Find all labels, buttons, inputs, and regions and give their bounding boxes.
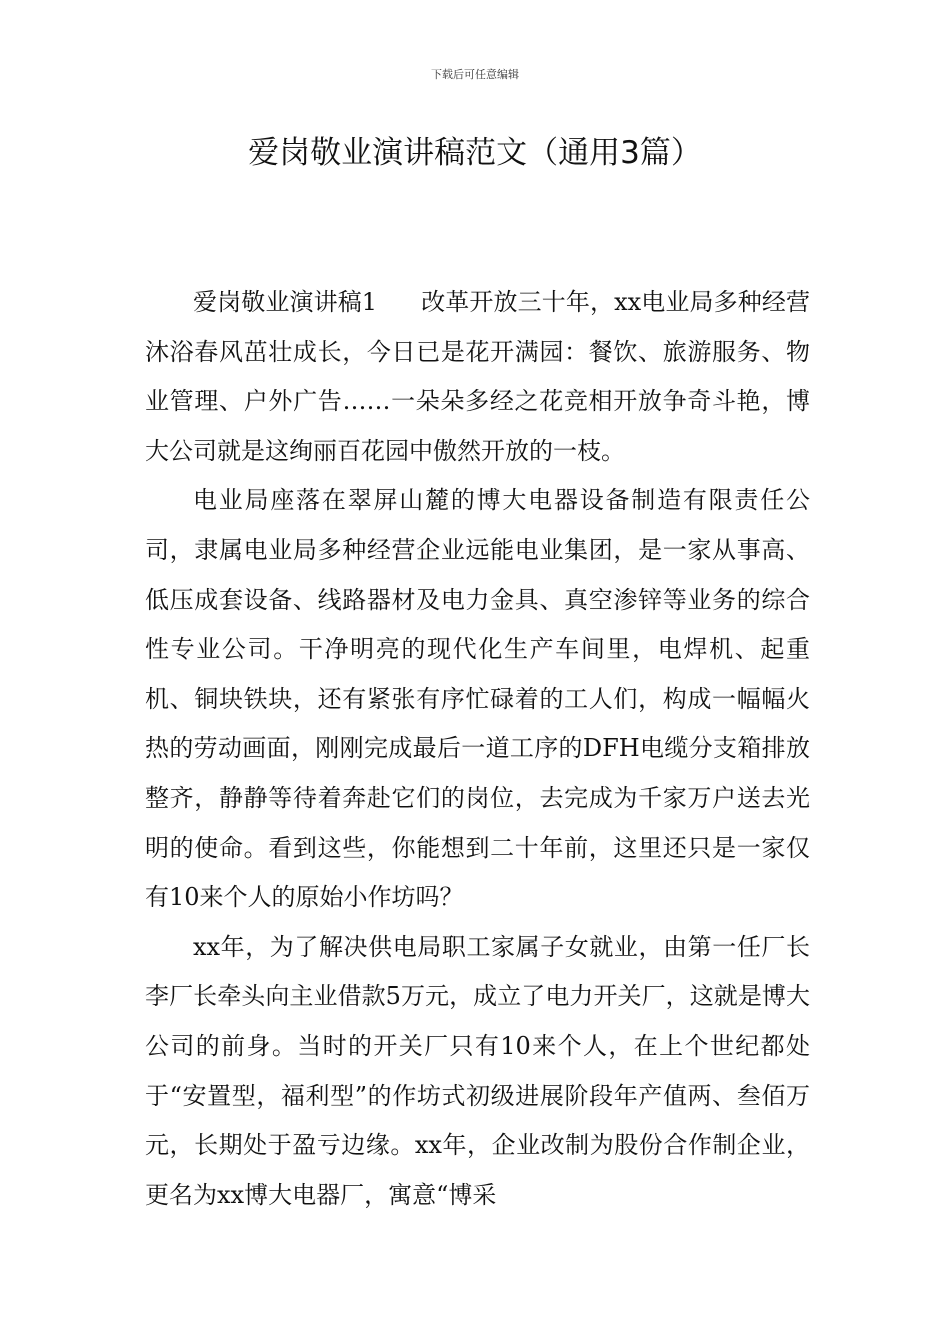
document-title: 爱岗敬业演讲稿范文（通用3篇）	[248, 135, 702, 171]
section-heading: 爱岗敬业演讲稿1	[193, 288, 378, 316]
paragraph-text: 改革开放三十年，xx电业局多种经营沐浴春风茁壮成长，今日已是花开满园：餐饮、旅游服务、物业管理、户外广告……一朵朵多经之花竞相开放争奇斗艳，博大公司就是这绚丽百花园中傲然开放的一枝。	[145, 288, 810, 465]
document-body	[145, 278, 810, 1220]
header-note: 下载后可任意编辑	[431, 68, 519, 81]
paragraph-3	[145, 923, 810, 1221]
paragraph-2	[145, 476, 810, 922]
paragraph-text: 电业局座落在翠屏山麓的博大电器设备制造有限责任公司，隶属电业局多种经营企业远能电业集团，是一家从事高、低压成套设备、线路器材及电力金具、真空渗锌等业务的综合性专业公司。干净明亮的现代化生产车间里，电焊机、起重机、铜块铁块，还有紧张有序忙碌着的工人们，构成一幅幅火热的劳动画面，刚刚完成最后一道工序的DFH电缆分支箱排放整齐，静静等待着奔赴它们的岗位，去完成为千家万户送去光明的使命。看到这些，你能想到二十年前，这里还只是一家仅有10来个人的原始小作坊吗？	[145, 486, 810, 912]
paragraph-text: xx年，为了解决供电局职工家属子女就业，由第一任厂长李厂长牵头向主业借款5万元，成立了电力开关厂，这就是博大公司的前身。当时的开关厂只有10来个人，在上个世纪都处于“安置型，福利型”的作坊式初级进展阶段年产值两、叁佰万元，长期处于盈亏边缘。xx年，企业改制为股份合作制企业，更名为xx博大电器厂，寓意“博采	[145, 932, 810, 1209]
paragraph-1	[145, 278, 810, 476]
